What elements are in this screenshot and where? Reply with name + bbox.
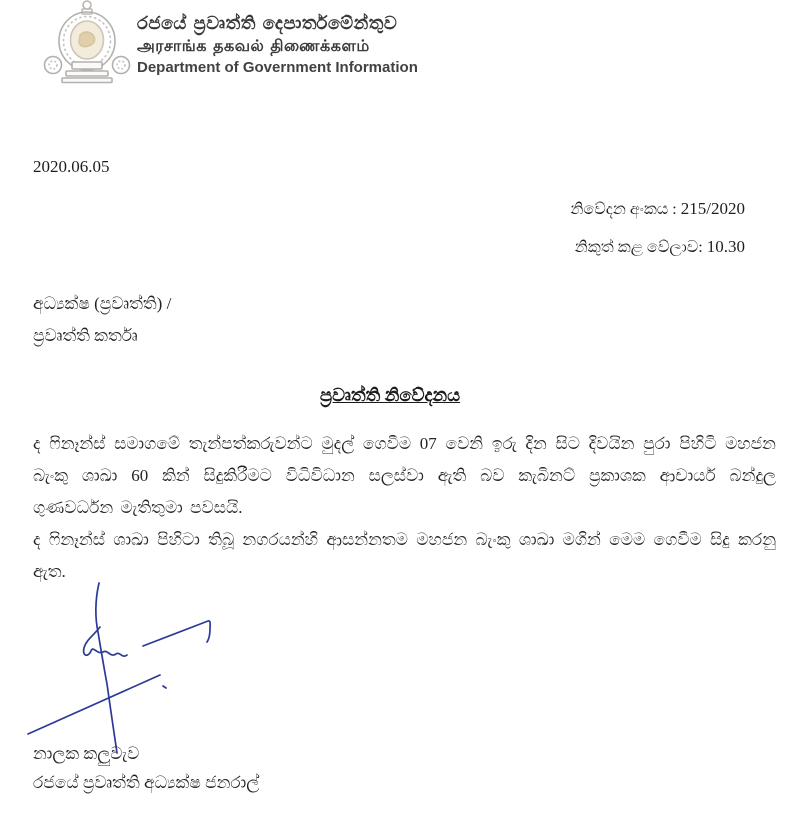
- handwritten-signature: [24, 580, 224, 758]
- issue-time-label: නිකුත් කළ වේලාව:: [574, 239, 703, 256]
- signatory-name: නාලක කලුවැව: [33, 744, 140, 763]
- org-name-english: Department of Government Information: [137, 59, 418, 76]
- notice-number-value: 215/2020: [680, 199, 745, 218]
- notice-number-label: නිවේදන අංකය :: [570, 201, 677, 218]
- body-paragraph-1: ද ෆිනෑන්ස් සමාගමේ තැන්පත්කරුවන්ට මුදල් ගෙවීම 07 වෙනි ඉරු දින සිට දිවයින පුරා පිහිටි මහජන බැංකු ශාඛා 60 කින් සිදුකිරීමට විධිවිධාන සලස්වා ඇති බව කැබිනට් ප්‍රකාශක ආචාර්ය බන්දුල ගුණවර්ධන මැතිතුමා පවසයි.: [33, 434, 776, 517]
- org-name-tamil: அரசாங்க தகவல் திணைக்களம்: [137, 36, 370, 55]
- letter-date: 2020.06.05: [33, 157, 110, 176]
- addressee-block: [33, 288, 171, 352]
- issue-time-value: 10.30: [706, 237, 745, 256]
- issue-time-line: [570, 228, 745, 266]
- release-title: ප්‍රවෘත්ති නිවේදනය: [319, 385, 461, 405]
- org-name-sinhala: රජයේ ප්‍රවෘත්ති දෙපාර්තමේන්තුව: [137, 13, 398, 34]
- national-emblem-icon: [42, 0, 132, 86]
- signatory-title: රජයේ ප්‍රවෘත්ති අධ්‍යක්ෂ ජනරාල්: [33, 773, 260, 792]
- release-meta: [570, 190, 745, 266]
- addressee-line-1: අධ්‍යක්ෂ (ප්‍රවෘත්ති) /: [33, 294, 172, 313]
- body-paragraph-2: ද ෆිනෑන්ස් ශාඛා පිහිටා තිබූ නගරයන්හි ආසන්නතම මහජන බැංකු ශාඛා මගින් මෙම ගෙවීම සිදු කරනු ඇත.: [33, 530, 776, 581]
- addressee-line-2: ප්‍රවෘත්ති කර්තෘ: [33, 326, 138, 345]
- notice-number-line: [570, 190, 745, 228]
- letterhead: [137, 13, 418, 77]
